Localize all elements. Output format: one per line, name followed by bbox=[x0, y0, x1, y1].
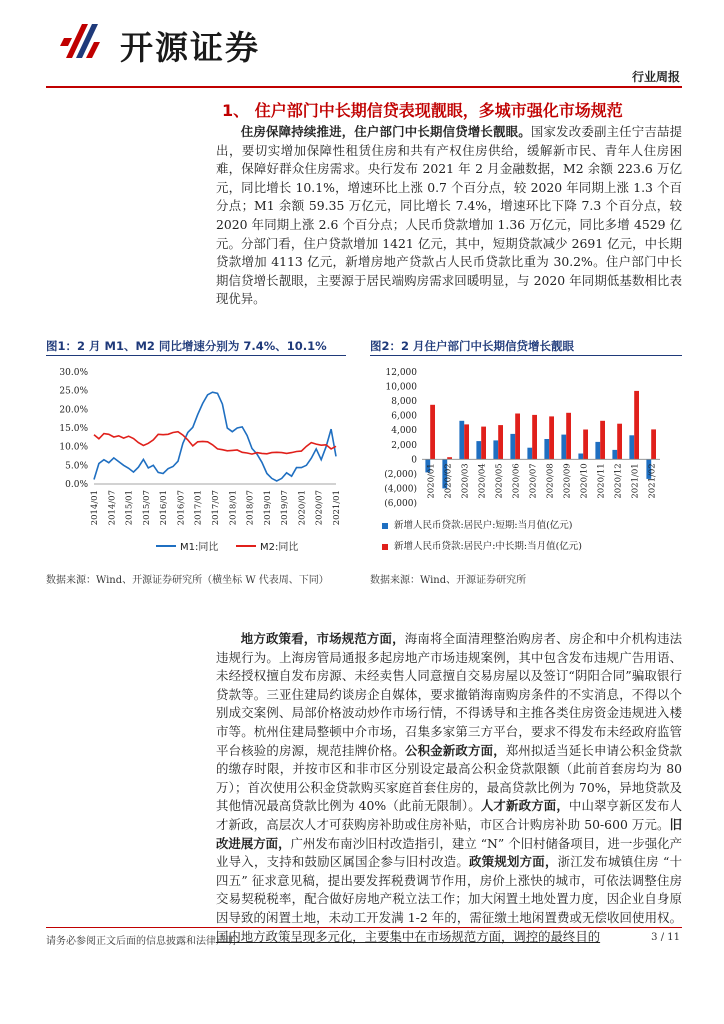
bar-long-term bbox=[481, 427, 486, 460]
y-tick-label: (6,000) bbox=[384, 499, 417, 509]
figure-2-source: 数据来源：Wind、开源证券研究所 bbox=[370, 575, 527, 586]
bar-long-term bbox=[430, 405, 435, 460]
bar-long-term bbox=[566, 413, 571, 460]
x-tick-label: 2015/01 bbox=[124, 490, 135, 526]
bar-short-term bbox=[578, 454, 583, 460]
policy-talent-text: 中山翠亨新区发布人才新政，高层次人才可获购房补助或住房补贴，市区合计购房补助 50-600 万元。 bbox=[216, 798, 683, 832]
m1-m2-growth-chart bbox=[46, 360, 356, 560]
x-tick-label: 2017/01 bbox=[193, 490, 204, 526]
bar-short-term bbox=[476, 441, 481, 459]
paragraph-1 bbox=[216, 123, 682, 309]
x-tick-label: 2020/06 bbox=[511, 463, 522, 499]
x-tick-label: 2020/01 bbox=[426, 463, 437, 499]
chart-2-legend-long bbox=[382, 538, 582, 552]
y-tick-label: 2,000 bbox=[391, 440, 417, 451]
section-title: 1、 住户部门中长期信贷表现靓眼，多城市强化市场规范 bbox=[222, 101, 623, 120]
x-tick-label: 2020/02 bbox=[443, 463, 454, 499]
x-tick-label: 2021/02 bbox=[647, 463, 658, 499]
bar-short-term bbox=[510, 434, 515, 460]
policy-plan-heading: 政策规划方面， bbox=[469, 854, 558, 870]
x-tick-label: 2020/09 bbox=[562, 463, 573, 499]
bar-short-term bbox=[561, 435, 566, 460]
y-tick-label: 12,000 bbox=[385, 368, 417, 378]
paragraph-1-body: 国家发改委副主任宁吉喆提出，要切实增加保障性租赁住房和共有产权住房供给，缓解新市民、青年人住房困难，保障好群众住房需求。央行发布 2021 年 2 月金融数据，M2 余额 223.6 万亿元，同比增长 10.1%，增速环比上涨 0.7 个百分点，较 2020 年同期上涨 1.3 个百分点；M1 余额 59.35 万亿元，同比增长 7.4%，增速环比下降 7.3 个百分点，较 2020 年同期上涨 2.6 个百分点；人民币贷款增加 1.36 万亿元，同比多增 4529 亿元。分部门看，住户贷款增加 1421 亿元，其中，短期贷款减少 2691 亿元，中长期贷款增加 4113 亿元，新增房地产贷款占人民币贷款比重为 30.2%。住户部门中长期信贷增长靓眼，主要源于居民端购房需求回暖明显，与 2020 年同期低基数相比表现优异。 bbox=[216, 124, 683, 307]
y-tick-label: 0 bbox=[411, 455, 417, 466]
chart-2-legend-short bbox=[382, 517, 573, 531]
policy-renewal-heading: 旧改进展方面， bbox=[216, 816, 682, 851]
bar-long-term bbox=[600, 421, 605, 460]
bar-short-term bbox=[595, 442, 600, 460]
figure-1-source: 数据来源：Wind、开源证券研究所（横坐标 W 代表周、下同） bbox=[46, 575, 329, 586]
figure-1-divider bbox=[46, 355, 346, 356]
x-tick-label: 2021/01 bbox=[630, 463, 641, 499]
footer-disclaimer: 请务必参阅正文后面的信息披露和法律声明 bbox=[46, 936, 236, 947]
legend-label-m2: M2:同比 bbox=[260, 542, 299, 553]
bar-long-term bbox=[549, 416, 554, 459]
y-tick-label: 30.0% bbox=[59, 368, 88, 378]
bar-short-term bbox=[527, 448, 532, 460]
x-tick-label: 2016/07 bbox=[176, 490, 187, 526]
x-tick-label: 2019/07 bbox=[280, 490, 291, 526]
y-tick-label: 5.0% bbox=[65, 461, 88, 472]
x-tick-label: 2020/05 bbox=[494, 463, 505, 499]
x-tick-label: 2020/04 bbox=[477, 463, 488, 499]
bar-long-term bbox=[634, 391, 639, 459]
bar-long-term bbox=[498, 425, 503, 459]
series-line-m2 bbox=[94, 432, 336, 454]
policy-hpf-heading: 公积金新政方面， bbox=[405, 742, 506, 758]
bar-long-term bbox=[651, 429, 656, 459]
x-tick-label: 2020/11 bbox=[596, 463, 607, 499]
legend-label-long: 新增人民币贷款:居民户:中长期:当月值(亿元) bbox=[394, 541, 583, 552]
bar-short-term bbox=[629, 435, 634, 459]
brand-logo bbox=[58, 18, 288, 67]
figure-2-title: 图2：2 月住户部门中长期信贷增长靓眼 bbox=[370, 339, 575, 353]
policy-renewal-text: 广州发布南沙旧村改造指引，建立 “N” 个旧村储备项目，进一步强化产业导入，支持和鼓励区属国企参与旧村改造。 bbox=[216, 835, 682, 870]
legend-label-m1: M1:同比 bbox=[180, 542, 219, 553]
y-tick-label: 15.0% bbox=[59, 424, 88, 434]
x-tick-label: 2020/07 bbox=[528, 463, 539, 499]
policy-local-text: 海南将全面清理整治购房者、房企和中介机构违法违规行为。上海房管局通报多起房地产市场违规案例，其中包含发布违规广告用语、未经授权擅自发布房源、未经卖售人同意擅自交易房屋以及签订“阴阳合同”骗取银行贷款等。三亚住建局约谈房企自媒体，要求撤销海南购房条件的不实消息，不得以个别成交案例、局部价格波动炒作市场行情，不得诱导和主推各类住房资金违规进入楼市等。杭州住建局整顿中介市场，召集多家第三方平台，要求不得发布未经政府监管平台核验的房源，规范挂牌价格。 bbox=[216, 631, 683, 758]
x-tick-label: 2020/08 bbox=[545, 463, 556, 499]
policy-local-heading: 地方政策看，市场规范方面， bbox=[240, 631, 405, 646]
x-tick-label: 2018/01 bbox=[228, 490, 239, 526]
y-tick-label: 6,000 bbox=[391, 411, 417, 422]
brand-name: 开源证券 bbox=[120, 28, 260, 67]
x-tick-label: 2020/07 bbox=[314, 490, 325, 526]
bar-long-term bbox=[464, 424, 469, 459]
x-tick-label: 2014/01 bbox=[90, 490, 100, 526]
logo-mark-icon bbox=[58, 18, 108, 64]
y-tick-label: (2,000) bbox=[384, 469, 417, 480]
bar-short-term bbox=[493, 440, 498, 459]
policy-plan-text: 浙江发布城镇住房 “十四五” 征求意见稿，提出要发挥税费调节作用，房价上涨快的城市，可依法调整住房交易契税税率，配合做好房地产税立法工作；加大闲置土地处置力度，因企业自身原因导致的闲置土地，未动工开发满 1-2 年的，需征缴土地闲置费或无偿收回使用权。 bbox=[216, 854, 683, 925]
bar-long-term bbox=[583, 430, 588, 460]
x-tick-label: 2020/10 bbox=[579, 463, 590, 499]
legend-swatch-long bbox=[382, 544, 388, 550]
x-tick-label: 2017/07 bbox=[211, 490, 221, 526]
x-tick-label: 2016/01 bbox=[159, 490, 170, 526]
x-tick-label: 2020/03 bbox=[460, 463, 471, 499]
y-tick-label: 4,000 bbox=[391, 426, 417, 437]
x-tick-label: 2014/07 bbox=[107, 490, 118, 526]
policy-talent-heading: 人才新政方面， bbox=[480, 798, 569, 814]
legend-label-short: 新增人民币贷款:居民户:短期:当月值(亿元) bbox=[394, 520, 573, 531]
figure-1-title: 图1：2 月 M1、M2 同比增速分别为 7.4%、10.1% bbox=[46, 339, 327, 353]
x-tick-label: 2015/07 bbox=[141, 490, 152, 526]
bar-short-term bbox=[544, 439, 549, 459]
report-type: 行业周报 bbox=[631, 70, 680, 84]
bar-long-term bbox=[617, 424, 622, 460]
x-tick-label: 2019/01 bbox=[262, 490, 273, 526]
page-number: 3 / 11 bbox=[651, 932, 680, 943]
footer-divider bbox=[46, 927, 682, 928]
policy-hpf-text: 郑州拟适当延长申请公积金贷款的缴存时限，并按市区和非市区分别设定最高公积金贷款限额（此前首套房均为 80 万）；首次使用公积金贷款购买家庭首套住房的，最高贷款比例为 70%，异地贷款及其他情况最高贷款比例为 40%（此前无限制）。 bbox=[216, 742, 683, 814]
bar-long-term bbox=[532, 415, 537, 459]
figure-2-divider bbox=[370, 355, 682, 356]
y-tick-label: 0.0% bbox=[65, 480, 88, 490]
paragraph-1-lead: 住房保障持续推进，住户部门中长期信贷增长靓眼。 bbox=[240, 124, 531, 139]
paragraph-2 bbox=[216, 630, 682, 946]
y-tick-label: 10,000 bbox=[385, 382, 417, 393]
policy-summary-text: 国内地方政策呈现多元化，主要集中在市场规范方面，调控的最终目的 bbox=[216, 928, 601, 944]
x-tick-label: 2020/12 bbox=[613, 463, 624, 499]
x-tick-label: 2018/07 bbox=[245, 490, 256, 526]
bar-short-term bbox=[612, 450, 617, 460]
x-tick-label: 2021/01 bbox=[332, 490, 342, 526]
y-tick-label: 10.0% bbox=[59, 442, 88, 453]
bar-long-term bbox=[515, 414, 520, 460]
x-tick-label: 2020/01 bbox=[297, 490, 308, 526]
y-tick-label: (4,000) bbox=[384, 484, 417, 495]
y-tick-label: 8,000 bbox=[391, 397, 417, 408]
bar-short-term bbox=[459, 421, 464, 460]
legend-swatch-short bbox=[382, 523, 388, 529]
header-divider bbox=[46, 86, 682, 88]
y-tick-label: 20.0% bbox=[59, 405, 88, 416]
y-tick-label: 25.0% bbox=[59, 386, 88, 397]
